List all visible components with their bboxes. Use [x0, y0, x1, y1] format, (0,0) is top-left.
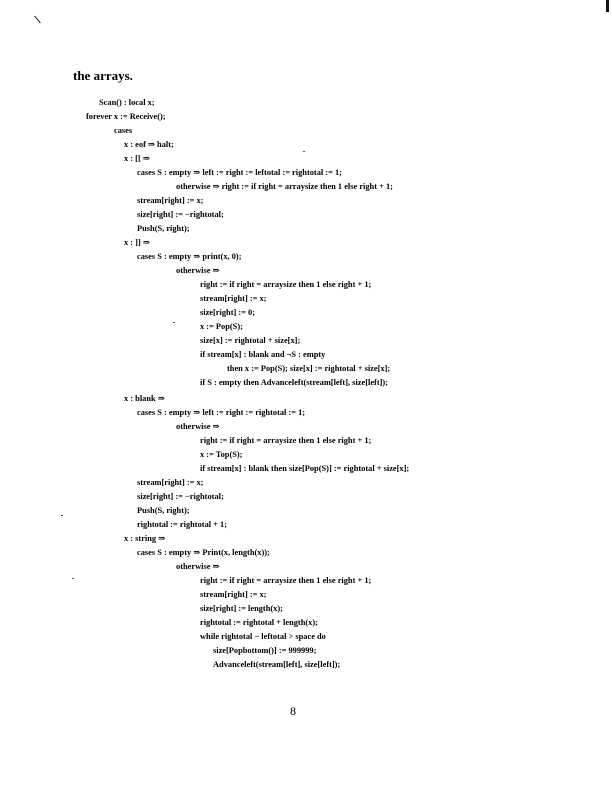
code-line: size[x] := rightotal + size[x];	[200, 336, 301, 345]
code-line: while rightotal − leftotal > space do	[200, 632, 326, 641]
scan-speck	[61, 515, 63, 516]
code-line: x : eof ⇒ halt;	[124, 140, 174, 149]
code-line: x := Pop(S);	[200, 322, 243, 331]
code-line: stream[right] := x;	[137, 478, 204, 487]
edge-mark	[606, 0, 609, 12]
code-line: size[right] := −rightotal;	[137, 492, 224, 501]
code-line: otherwise ⇒ right := if right = arraysize then 1 else right + 1;	[176, 182, 393, 191]
code-line: size[right] := −rightotal;	[137, 210, 224, 219]
code-line: right := if right = arraysize then 1 else right + 1;	[200, 436, 372, 445]
code-line: cases	[114, 126, 133, 135]
code-line: stream[right] := x;	[137, 196, 204, 205]
code-line: rightotal := rightotal + 1;	[137, 520, 228, 529]
code-line: cases S : empty ⇒ left := right := leftotal := rightotal := 1;	[137, 168, 342, 177]
code-line: forever x := Receive();	[86, 112, 166, 121]
code-line: right := if right = arraysize then 1 else right + 1;	[200, 280, 372, 289]
code-line: then x := Pop(S); size[x] := rightotal + size[x];	[227, 364, 391, 373]
code-line: cases S : empty ⇒ print(x, 0);	[137, 252, 242, 261]
code-line: otherwise ⇒	[176, 266, 220, 275]
code-line: Advanceleft(stream[left], size[left]);	[213, 660, 341, 669]
code-line: size[right] := 0;	[200, 308, 256, 317]
scan-speck	[303, 151, 305, 152]
code-line: x : string ⇒	[124, 534, 166, 543]
scan-speck	[173, 322, 175, 323]
code-line: x : ]] ⇒	[124, 238, 150, 247]
code-line: Push(S, right);	[137, 506, 190, 515]
code-line: right := if right = arraysize then 1 else right + 1;	[200, 576, 372, 585]
code-line: x := Top(S);	[200, 450, 243, 459]
code-line: x : [[ ⇒	[124, 154, 150, 163]
code-line: x : blank ⇒	[124, 394, 165, 403]
intro-text: the arrays.	[73, 68, 133, 83]
page-number: 8	[290, 704, 296, 718]
code-line: Push(S, right);	[137, 224, 190, 233]
scan-speck	[72, 578, 74, 579]
code-line: rightotal := rightotal + length(x);	[200, 618, 318, 627]
code-line: if stream[x] : blank then size[Pop(S)] := rightotal + size[x];	[200, 464, 410, 473]
code-line: Scan() : local x;	[99, 98, 155, 107]
code-line: otherwise ⇒	[176, 562, 220, 571]
scan-mark	[34, 16, 41, 24]
code-line: if S : empty then Advanceleft(stream[left], size[left]);	[200, 378, 388, 387]
code-line: stream[right] := x;	[200, 294, 267, 303]
code-line: cases S : empty ⇒ left := right := rightotal := 1;	[137, 408, 306, 417]
code-line: size[Popbottom()] := 999999;	[213, 646, 317, 655]
code-line: if stream[x] : blank and ¬S : empty	[200, 350, 326, 359]
code-line: stream[right] := x;	[200, 590, 267, 599]
code-line: otherwise ⇒	[176, 422, 220, 431]
code-line: cases S : empty ⇒ Print(x, length(x));	[137, 548, 270, 557]
code-line: size[right] := length(x);	[200, 604, 283, 613]
